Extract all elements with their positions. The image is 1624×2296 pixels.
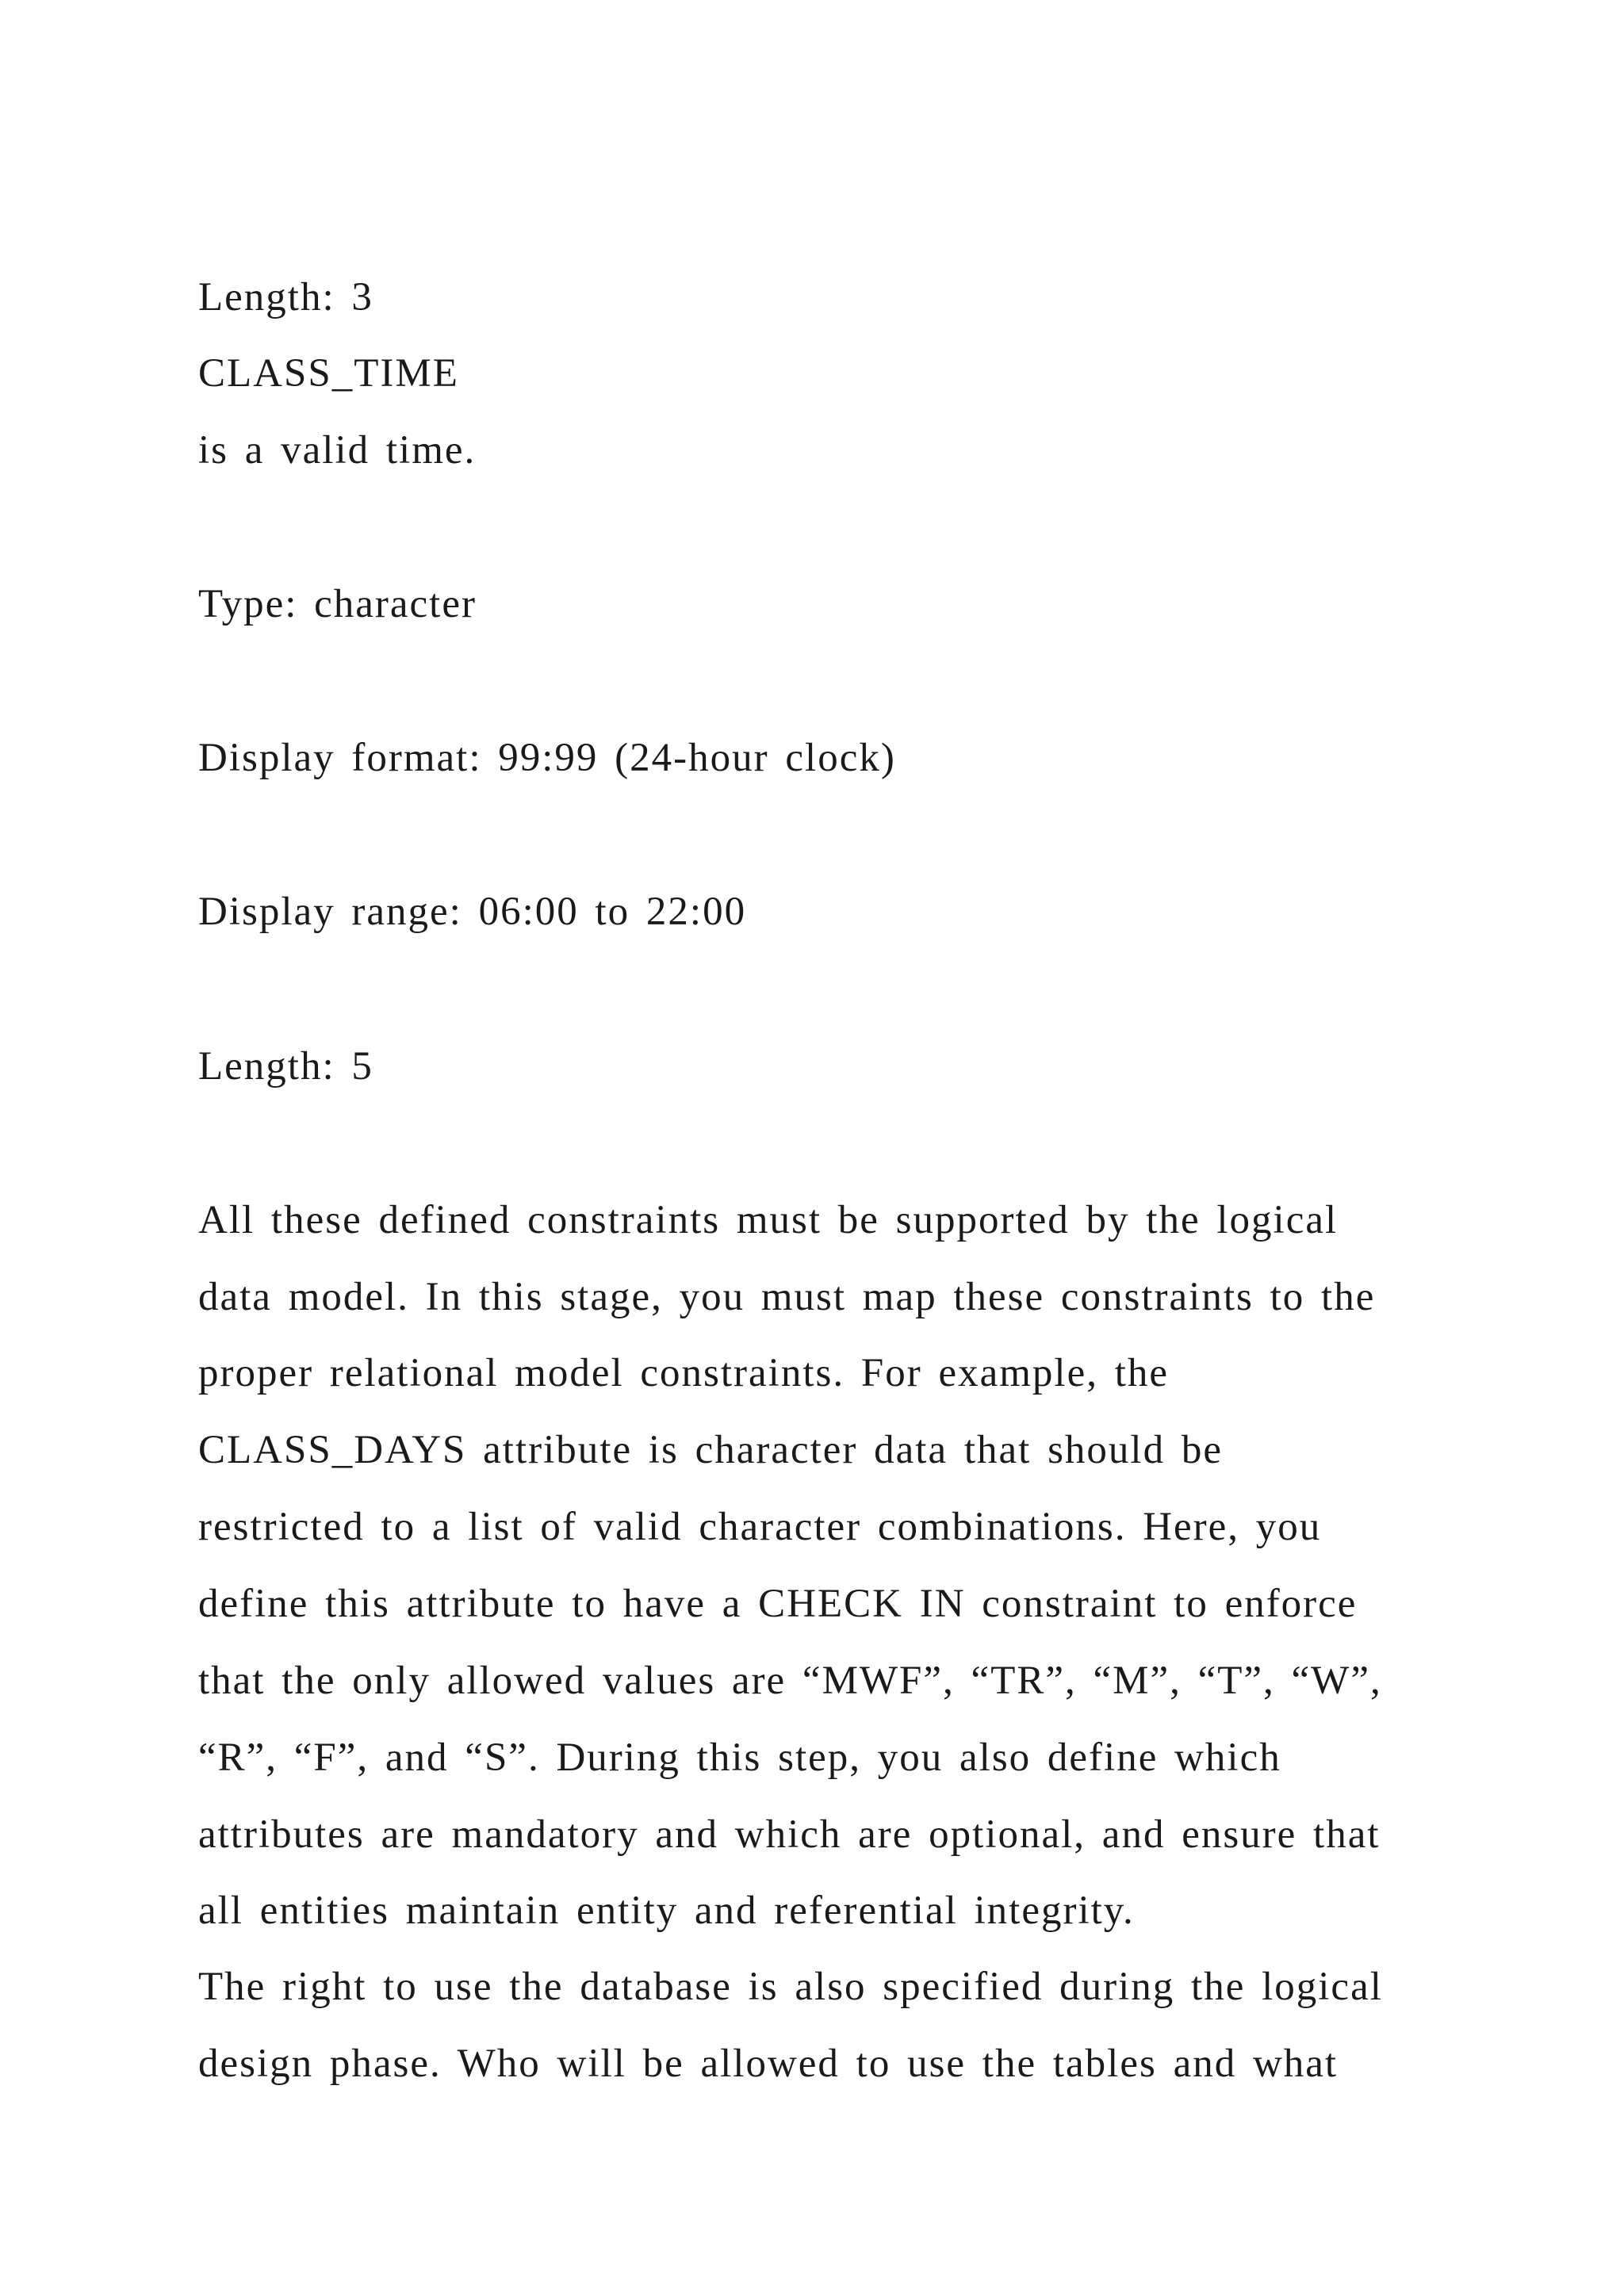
length-3-line: Length: 3 — [198, 275, 373, 320]
paragraph-line: design phase. Who will be allowed to use the tables and what — [198, 2042, 1339, 2086]
paragraph-line: proper relational model constraints. For example, the — [198, 1351, 1170, 1395]
class-time-heading: CLASS_TIME — [198, 351, 459, 396]
paragraph-line: that the only allowed values are “MWF”, “TR”, “M”, “T”, “W”, — [198, 1659, 1382, 1703]
type-character-line: Type: character — [198, 582, 477, 626]
paragraph-line: define this attribute to have a CHECK IN constraint to enforce — [198, 1582, 1358, 1626]
paragraph-line: attributes are mandatory and which are optional, and ensure that — [198, 1812, 1381, 1857]
valid-time-line: is a valid time. — [198, 428, 477, 473]
paragraph-line: “R”, “F”, and “S”. During this step, you also define which — [198, 1735, 1281, 1780]
paragraph-line: The right to use the database is also specified during the logical — [198, 1965, 1383, 2009]
length-5-line: Length: 5 — [198, 1044, 373, 1089]
paragraph-line: CLASS_DAYS attribute is character data that should be — [198, 1428, 1223, 1472]
paragraph-line: all entities maintain entity and referential integrity. — [198, 1888, 1135, 1933]
paragraph-line: restricted to a list of valid character combinations. Here, you — [198, 1505, 1322, 1549]
display-format-line: Display format: 99:99 (24-hour clock) — [198, 736, 896, 780]
paragraph-line: data model. In this stage, you must map these constraints to the — [198, 1275, 1376, 1319]
display-range-line: Display range: 06:00 to 22:00 — [198, 890, 747, 934]
paragraph-line: All these defined constraints must be supported by the logical — [198, 1198, 1339, 1242]
